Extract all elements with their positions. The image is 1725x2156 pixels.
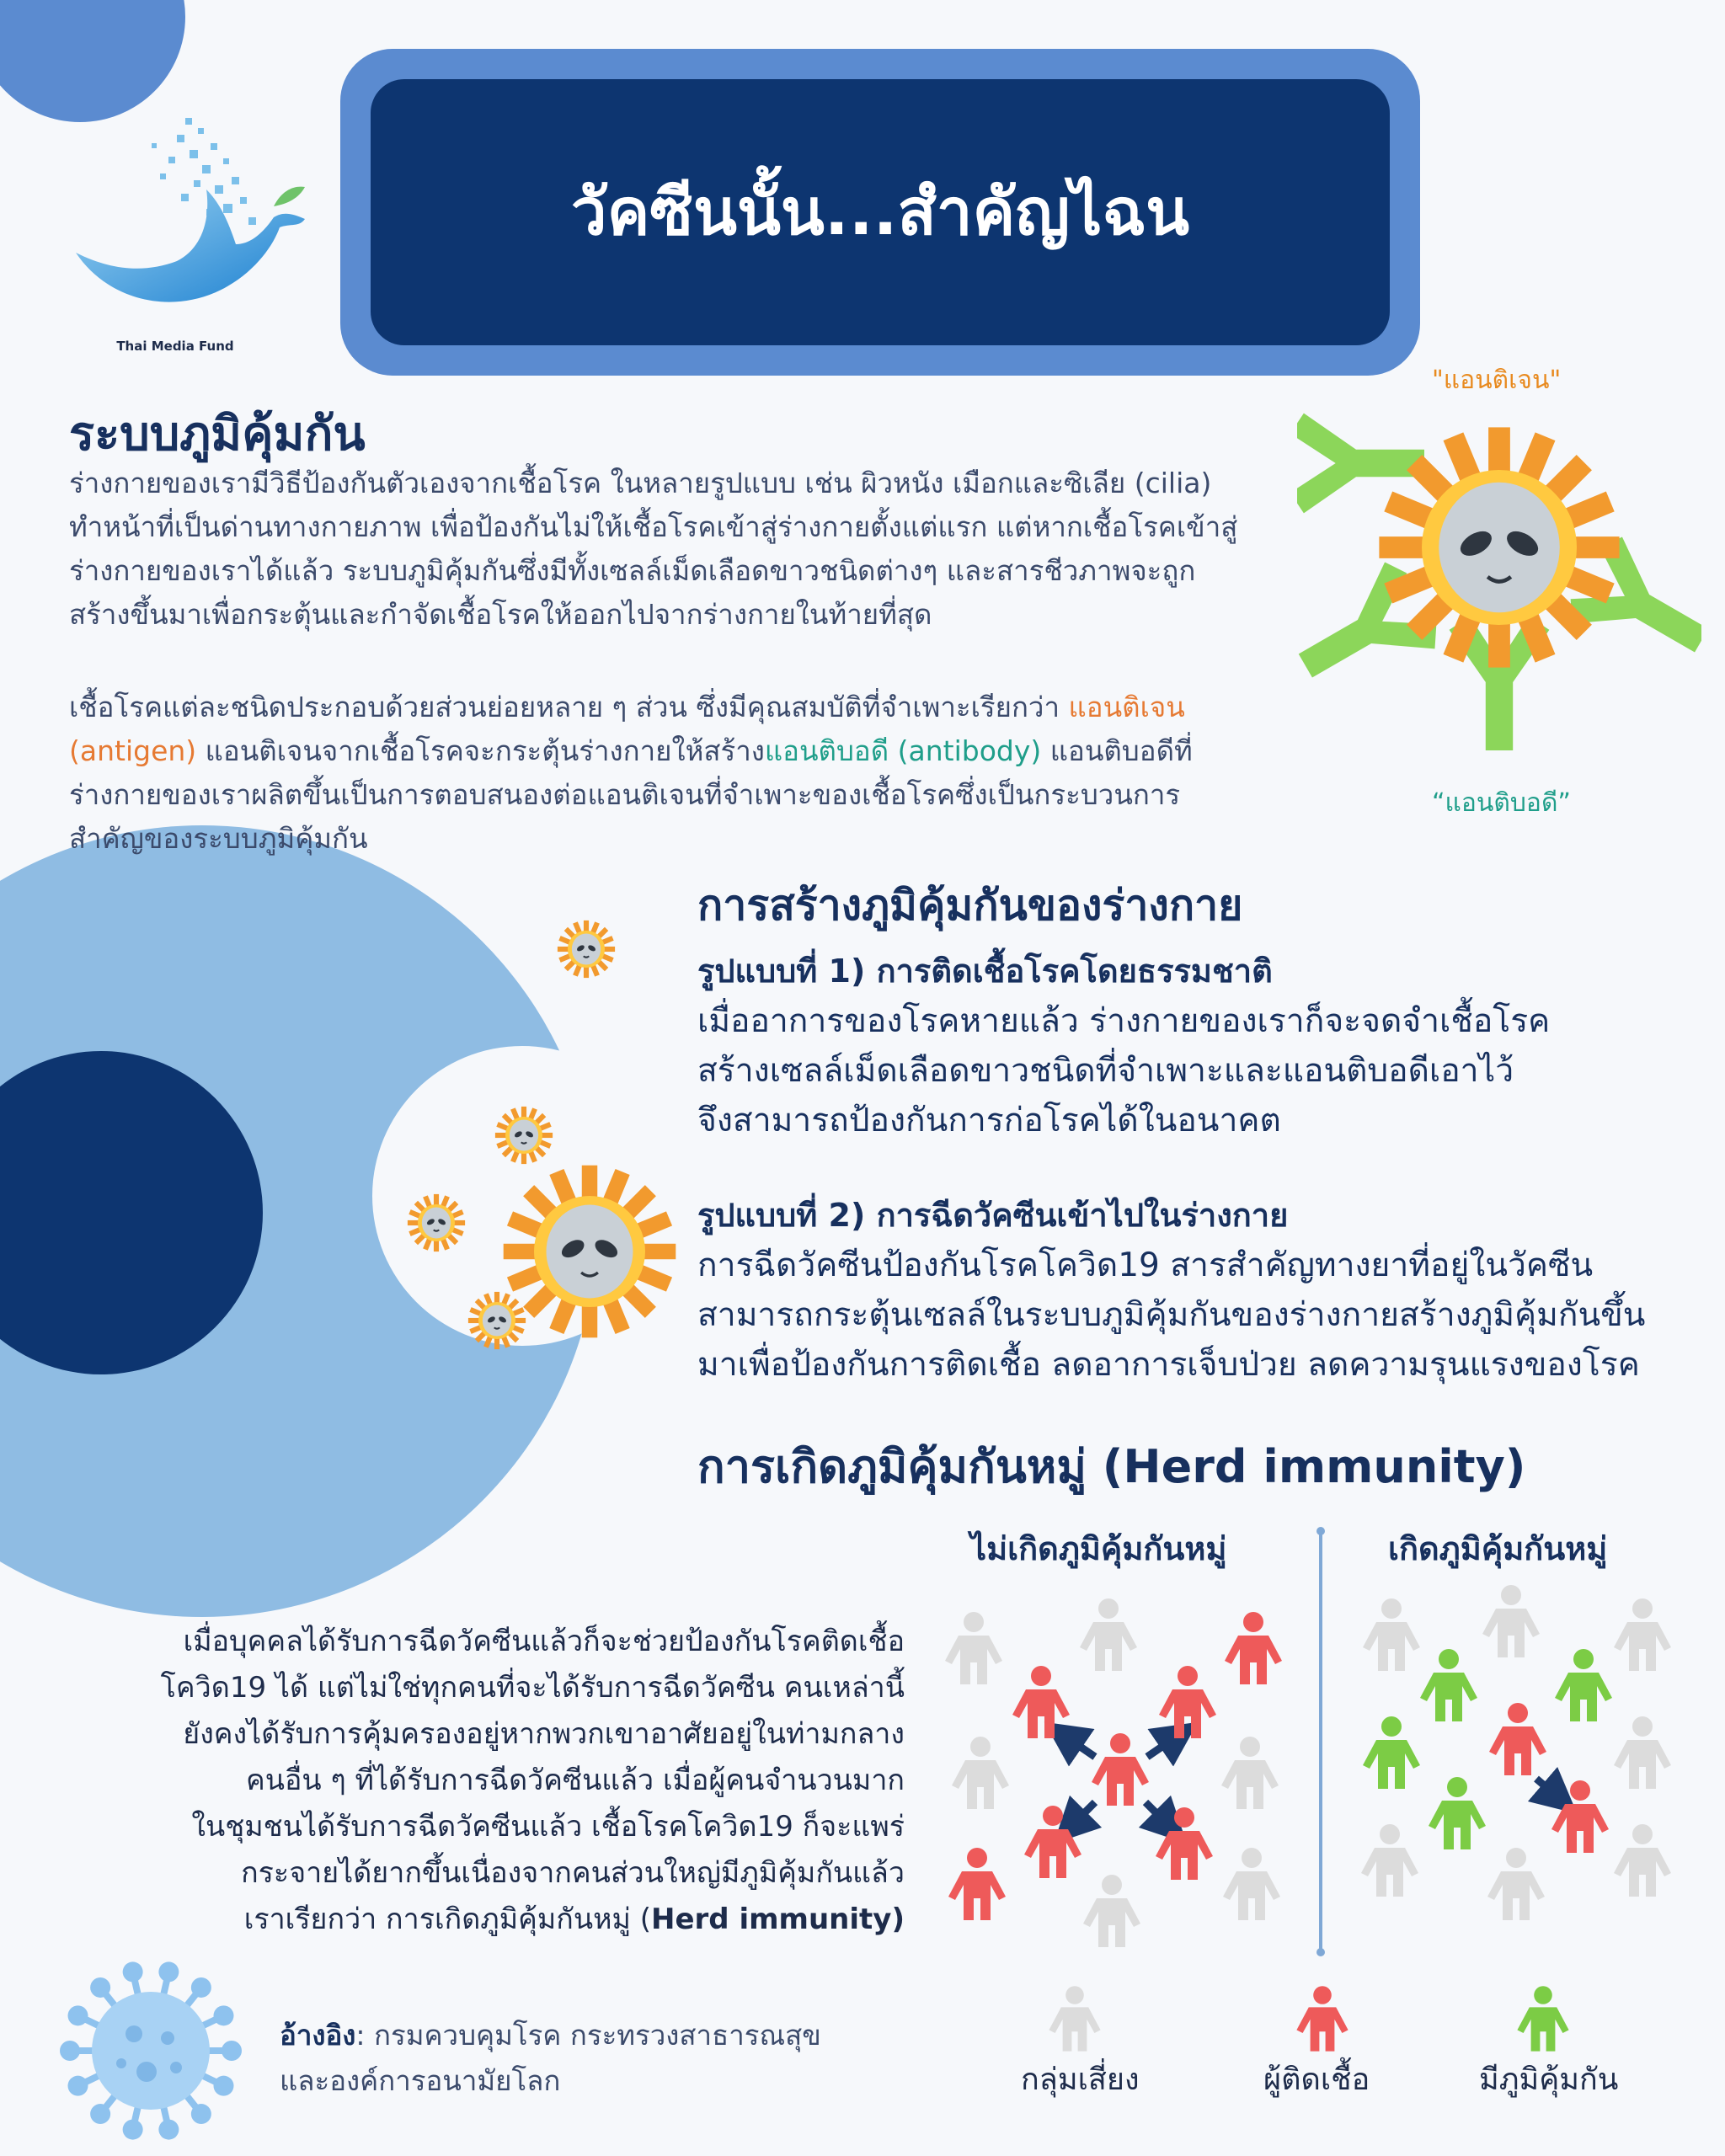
section-heading-body-immunity: การสร้างภูมิคุ้มกันของร่างกาย	[697, 881, 1243, 930]
person-icon	[1487, 1848, 1545, 1920]
person-icon	[1296, 1986, 1348, 2051]
text-line: สามารถกระตุ้นเซลล์ในระบบภูมิคุ้มกันของร่างกายสร้างภูมิคุ้มกันขึ้น	[697, 1296, 1646, 1334]
antibody-term: แอนติบอดี (antibody)	[764, 734, 1042, 767]
person-icon	[1482, 1585, 1540, 1657]
herd-label: เกิดภูมิคุ้มกันหมู่	[1388, 1530, 1608, 1567]
section-heading-immune-system: ระบบภูมิคุ้มกัน	[69, 407, 366, 462]
no-herd-label: ไม่เกิดภูมิคุ้มกันหมู่	[970, 1530, 1227, 1567]
text-line: ทำหน้าที่เป็นด่านทางกายภาพ เพื่อป้องกันไม่ให้เชื้อโรคเข้าสู่ร่างกายตั้งแต่แรก แต่หากเชื้อโรคเข้าสู่	[69, 510, 1238, 543]
person-icon	[1420, 1649, 1477, 1721]
person-icon	[1083, 1875, 1140, 1947]
text-line: สำคัญของระบบภูมิคุ้มกัน	[69, 822, 368, 855]
page-title: วัคซีนนั้น...สำคัญไฉน	[570, 174, 1190, 249]
alien-face-icon	[558, 921, 615, 978]
text-line: เมื่ออาการของโรคหายแล้ว ร่างกายของเราก็จะจดจำเชื้อโรค	[697, 1002, 1551, 1040]
text-line: การฉีดวัคซีนป้องกันโรคโควิด19 สารสำคัญทางยาที่อยู่ในวัคซีน	[697, 1246, 1594, 1284]
text-segment: เราเรียกว่า การเกิดภูมิคุ้มกันหมู่ (	[243, 1903, 651, 1936]
alien-face-icon	[408, 1194, 465, 1251]
coronavirus-icon	[54, 1954, 248, 2148]
arrow-icon	[1063, 1735, 1095, 1757]
text-line: ร่างกายของเรามีวิธีป้องกันตัวเองจากเชื้อโรค ในหลายรูปแบบ เช่น ผิวหนัง เมือกและซิเลีย (cilia)	[69, 467, 1212, 499]
method-2-title: รูปแบบที่ 2) การฉีดวัคซีนเข้าไปในร่างกาย	[697, 1197, 1289, 1234]
herd-term: Herd immunity)	[651, 1903, 905, 1936]
text-line: ยังคงได้รับการคุ้มครองอยู่หากพวกเขาอาศัยอยู่ในท่ามกลาง	[183, 1717, 905, 1751]
person-icon	[952, 1737, 1009, 1809]
alien-face-icon	[504, 1166, 676, 1338]
person-icon	[1092, 1733, 1149, 1806]
person-icon	[1551, 1780, 1609, 1853]
arrow-icon	[1536, 1779, 1560, 1799]
person-icon	[1049, 1986, 1100, 2051]
divider-dot	[1316, 1527, 1325, 1535]
spread-arrows	[1063, 1735, 1560, 1828]
person-icon	[1363, 1716, 1420, 1789]
legend-risk-label: กลุ่มเสี่ยง	[1021, 2063, 1140, 2097]
person-icon	[1024, 1806, 1081, 1878]
person-icon	[1614, 1716, 1671, 1789]
reference-label: อ้างอิง	[280, 2019, 356, 2052]
text-line: จึงสามารถป้องกันการก่อโรคได้ในอนาคต	[697, 1102, 1281, 1139]
text-segment: แอนติบอดีที่	[1041, 734, 1193, 767]
person-icon	[1080, 1598, 1137, 1671]
legend-immune-label: มีภูมิคุ้มกัน	[1479, 2063, 1619, 2097]
alien-face-icon	[468, 1292, 526, 1349]
text-line: คนอื่น ๆ ที่ได้รับการฉีดวัคซีนแล้ว เมื่อผู้คนจำนวนมาก	[246, 1764, 905, 1797]
person-icon	[1489, 1703, 1546, 1775]
logo-caption: Thai Media Fund	[116, 339, 234, 354]
person-icon	[945, 1612, 1002, 1684]
text-line: เมื่อบุคคลได้รับการฉีดวัคซีนแล้วก็จะช่วยป้องกันโรคติดเชื้อ	[183, 1625, 905, 1658]
text-segment: : กรมควบคุมโรค กระทรวงสาธารณสุข	[355, 2019, 821, 2052]
person-icon	[1429, 1777, 1486, 1849]
arrow-icon	[1146, 1802, 1171, 1828]
reference-line-2: และองค์การอนามัยโลก	[280, 2064, 561, 2097]
text-line: ร่างกายของเราผลิตขึ้นเป็นการตอบสนองต่อแอนติเจนที่จำเพาะของเชื้อโรคซึ่งเป็นกระบวนการ	[69, 778, 1181, 811]
text-segment: แอนติเจนจากเชื้อโรคจะกระตุ้นร่างกายให้สร้าง	[196, 734, 765, 767]
person-icon	[1225, 1612, 1282, 1684]
antigen-term: แอนติเจน	[1068, 691, 1185, 723]
arrow-icon	[1070, 1802, 1095, 1828]
alien-face-icon	[495, 1107, 553, 1164]
person-icon	[1555, 1649, 1612, 1721]
text-line: ร่างกายของเราได้แล้ว ระบบภูมิคุ้มกันซึ่งมีทั้งเซลล์เม็ดเลือดขาวชนิดต่างๆ และสารชีวภาพจะถูก	[69, 554, 1196, 587]
person-icon	[1614, 1598, 1671, 1671]
reference-line-1	[280, 2013, 821, 2058]
text-segment: เชื้อโรคแต่ละชนิดประกอบด้วยส่วนย่อยหลาย ๆ ส่วน ซึ่งมีคุณสมบัติที่จำเพาะเรียกว่า	[69, 691, 1069, 723]
method-1-title: รูปแบบที่ 1) การติดเชื้อโรคโดยธรรมชาติ	[697, 953, 1273, 990]
person-icon	[1614, 1824, 1671, 1897]
text-line: สร้างเซลล์เม็ดเลือดขาวชนิดที่จำเพาะและแอนติบอดีเอาไว้	[697, 1052, 1514, 1090]
antigen-label: "แอนติเจน"	[1432, 366, 1562, 395]
text-line: โควิด19 ได้ แต่ไม่ใช่ทุกคนที่จะได้รับการฉีดวัคซีน คนเหล่านี้	[160, 1671, 905, 1705]
reference	[280, 2013, 821, 2104]
person-icon	[1159, 1666, 1216, 1738]
text-line: ในชุมชนได้รับการฉีดวัคซีนแล้ว เชื้อโรคโควิด19 ก็จะแพร่	[191, 1810, 905, 1844]
text-line: สร้างขึ้นมาเพื่อกระตุ้นและกำจัดเชื้อโรคให้ออกไปจากร่างกายในท้ายที่สุด	[69, 598, 932, 631]
person-icon	[948, 1848, 1006, 1920]
person-icon	[1361, 1824, 1418, 1897]
legend-infected-label: ผู้ติดเชื้อ	[1263, 2063, 1370, 2097]
person-icon	[1517, 1986, 1568, 2051]
text-line: กระจายได้ยากขึ้นเนื่องจากคนส่วนใหญ่มีภูมิคุ้มกันแล้ว	[241, 1856, 905, 1890]
text-line: มาเพื่อป้องกันการติดเชื้อ ลดอาการเจ็บป่วย ลดความรุนแรงของโรค	[697, 1346, 1640, 1384]
person-icon	[1012, 1666, 1070, 1738]
person-icon	[1221, 1737, 1279, 1809]
antibody-label: “แอนติบอดี”	[1432, 788, 1571, 818]
person-icon	[1223, 1848, 1280, 1920]
divider-dot	[1316, 1948, 1325, 1956]
section-heading-herd-immunity: การเกิดภูมิคุ้มกันหมู่ (Herd immunity)	[697, 1440, 1526, 1493]
person-icon	[1363, 1598, 1420, 1671]
antigen-term-en: (antigen)	[69, 734, 197, 767]
